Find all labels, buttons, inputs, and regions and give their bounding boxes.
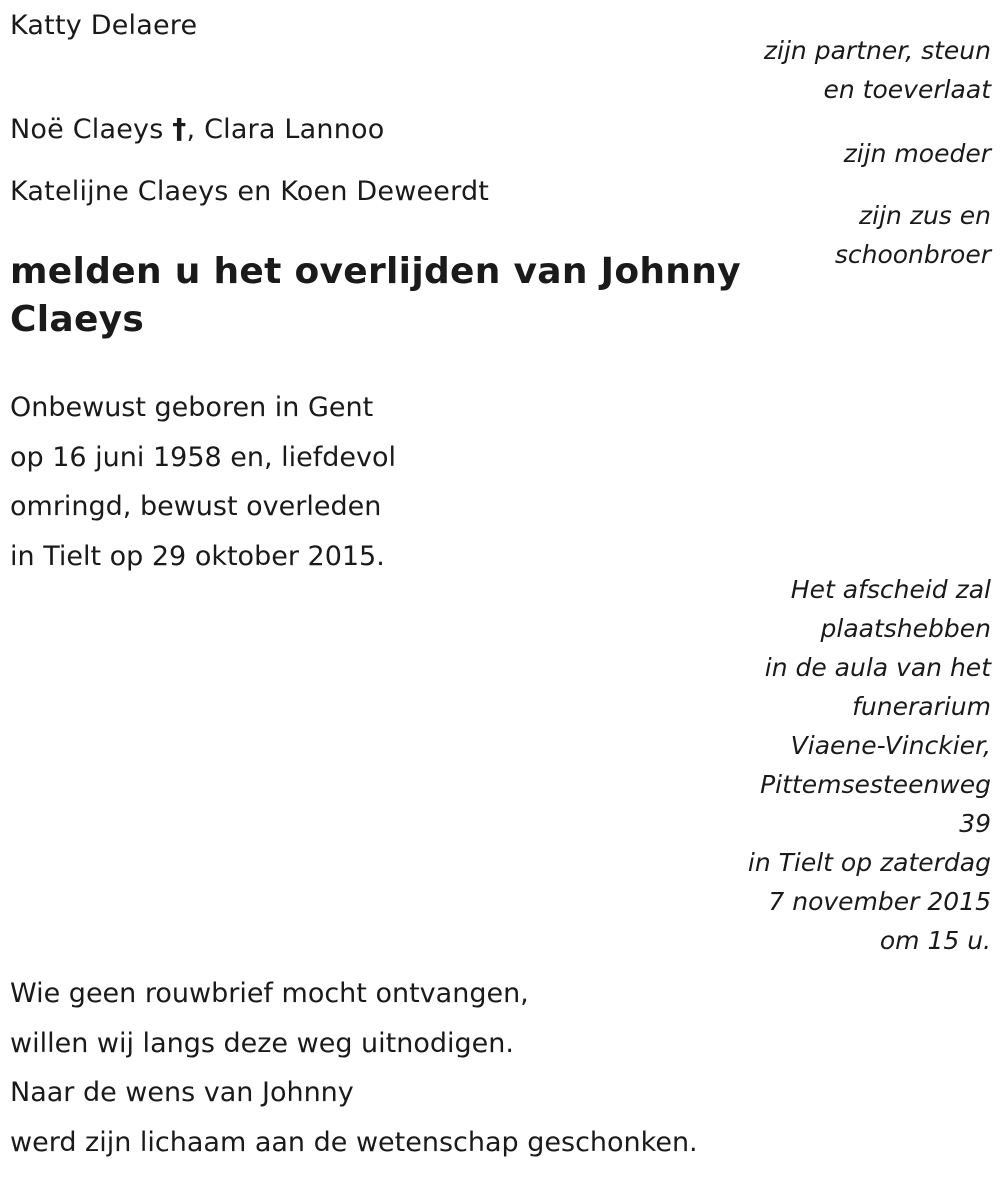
- closing-line: werd zijn lichaam aan de wetenschap geschonken.: [10, 1126, 698, 1158]
- relation-line: en toeverlaat: [823, 75, 991, 104]
- paragraph-line: op 16 juni 1958 en, liefdevol: [10, 441, 397, 473]
- mother-relation: [844, 134, 991, 173]
- relation-line: zijn partner, steun: [763, 36, 991, 65]
- paragraph-line: in Tielt op 29 oktober 2015.: [10, 540, 385, 572]
- partner-relation: [764, 31, 991, 109]
- sister-name: Katelijne Claeys en Koen Deweerdt: [10, 176, 490, 207]
- farewell-line: Viaene-Vinckier,: [790, 731, 991, 760]
- closing-paragraph: [10, 969, 698, 1167]
- farewell-line: 7 november 2015: [768, 887, 991, 916]
- paragraph-line: Onbewust geboren in Gent: [10, 392, 374, 423]
- birth-death-paragraph: [10, 383, 396, 581]
- cross-icon: †: [172, 112, 187, 145]
- sister-relation: [835, 196, 991, 274]
- farewell-details: [748, 570, 991, 960]
- relation-line: zijn zus en: [859, 201, 991, 230]
- announcement-heading: [10, 248, 741, 344]
- farewell-line: plaatshebben: [820, 614, 991, 643]
- mother-name: Clara Lannoo: [204, 114, 385, 145]
- relation-line: schoonbroer: [834, 240, 991, 269]
- paragraph-line: omringd, bewust overleden: [10, 491, 382, 522]
- farewell-line: in Tielt op zaterdag: [747, 848, 991, 877]
- relation-line: zijn moeder: [843, 139, 991, 168]
- partner-name: Katty Delaere: [10, 10, 198, 41]
- name-separator: ,: [186, 114, 196, 145]
- heading-line: melden u het overlijden van Johnny: [10, 251, 741, 292]
- deceased-father-name: Noë Claeys: [10, 114, 164, 145]
- farewell-line: om 15 u.: [879, 926, 991, 955]
- farewell-line: Het afscheid zal: [790, 575, 991, 604]
- closing-line: Naar de wens van Johnny: [10, 1077, 354, 1108]
- farewell-line: Pittemsesteenweg: [760, 770, 991, 799]
- closing-line: willen wij langs deze weg uitnodigen.: [10, 1027, 514, 1059]
- farewell-line: 39: [959, 809, 991, 838]
- closing-line: Wie geen rouwbrief mocht ontvangen,: [10, 978, 529, 1009]
- farewell-line: in de aula van het: [764, 653, 991, 682]
- mother-line: [10, 112, 384, 147]
- heading-line: Claeys: [10, 299, 145, 340]
- farewell-line: funerarium: [852, 692, 991, 721]
